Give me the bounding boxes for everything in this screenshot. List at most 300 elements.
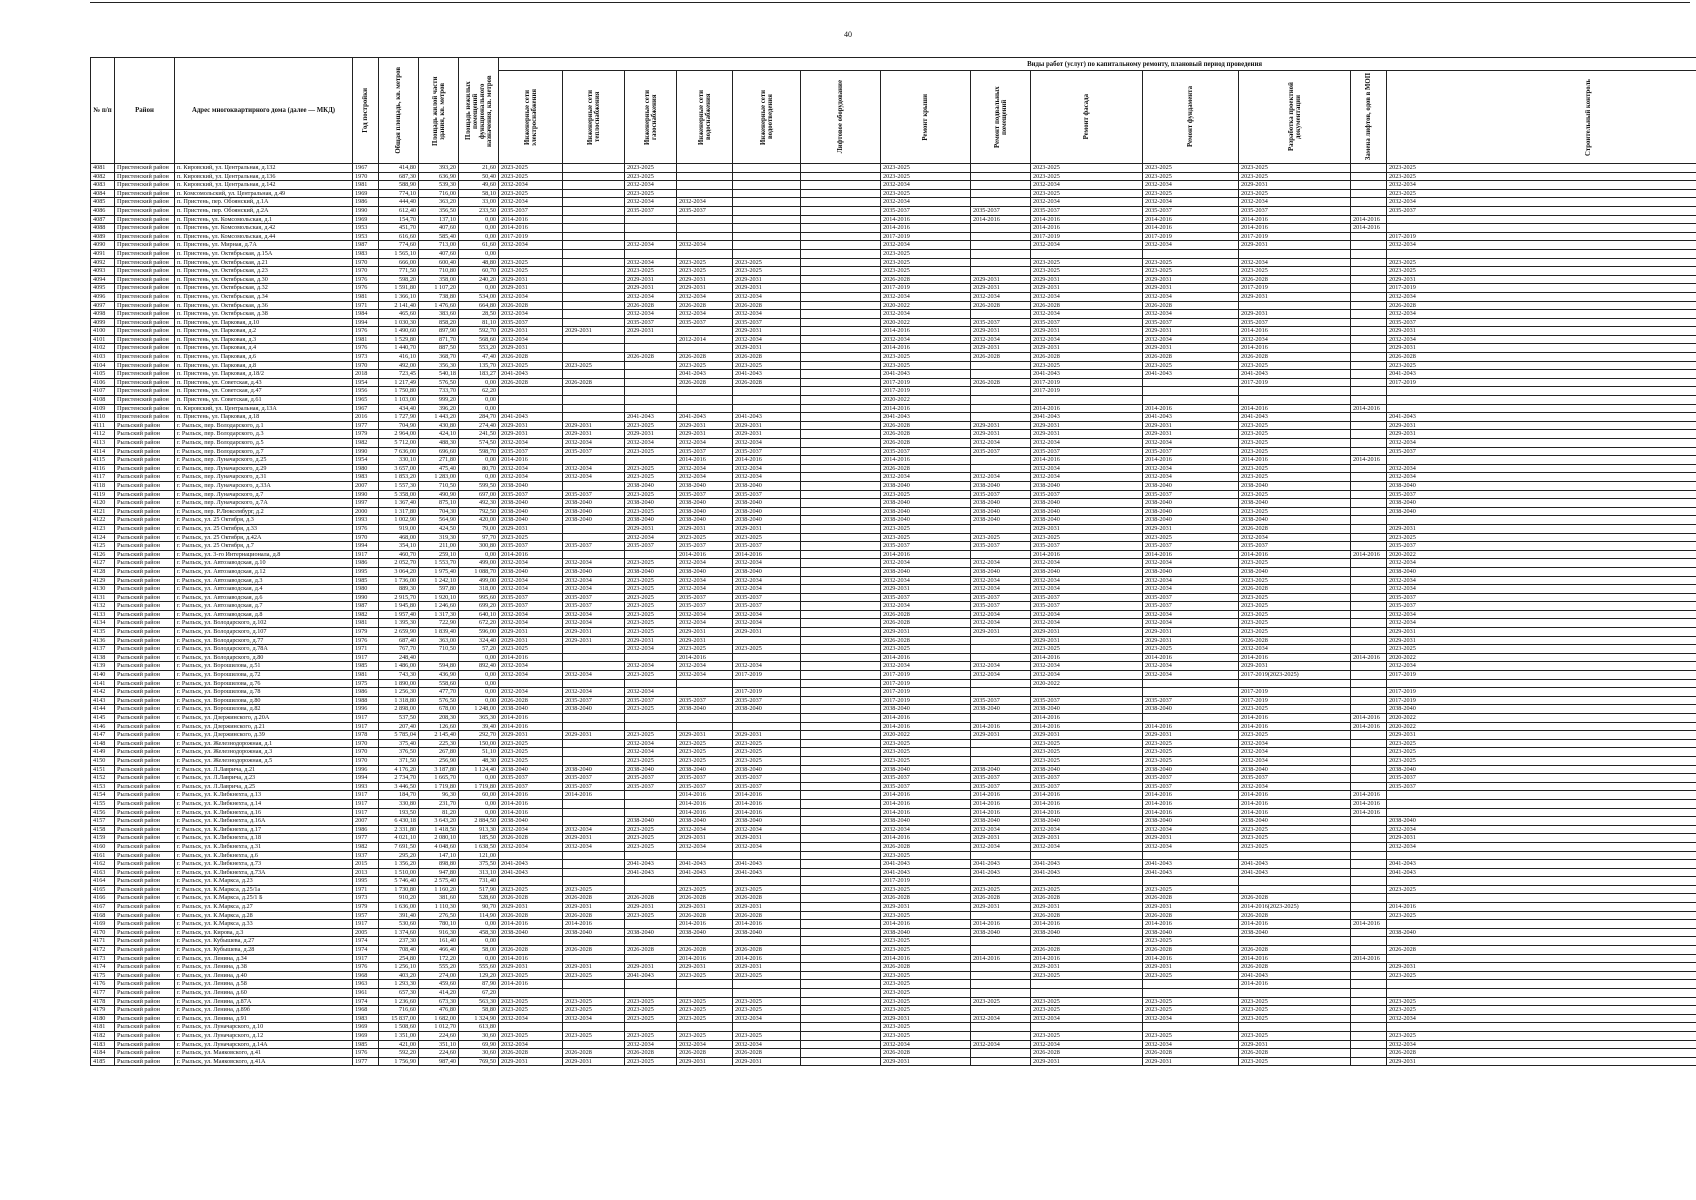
table-cell: 4168 (91, 911, 115, 920)
table-cell (971, 456, 1031, 465)
table-cell (1351, 258, 1387, 267)
table-cell: 444,40 (379, 198, 419, 207)
table-cell: 2032-2034 (971, 1040, 1031, 1049)
table-cell: 2035-2037 (499, 206, 563, 215)
table-cell: 713,00 (419, 241, 459, 250)
table-cell: 2038-2040 (1239, 516, 1351, 525)
table-cell: 2023-2025 (1387, 172, 1696, 181)
table-cell: 2041-2043 (625, 868, 677, 877)
table-cell: г. Рыльск, ул. Кубышева, д.28 (175, 946, 353, 955)
table-cell: 2032-2034 (563, 825, 625, 834)
table-cell: 2023-2025 (677, 748, 733, 757)
table-cell: 2038-2040 (625, 567, 677, 576)
table-cell: 2038-2040 (563, 507, 625, 516)
table-cell: 2017-2019 (881, 378, 971, 387)
table-cell: 460,70 (379, 550, 419, 559)
table-cell (971, 464, 1031, 473)
table-row (91, 636, 1696, 645)
table-cell: 2023-2025 (677, 971, 733, 980)
table-cell: 2026-2028 (881, 1049, 971, 1058)
table-cell: 2029-2031 (881, 1057, 971, 1066)
table-cell (1351, 301, 1387, 310)
table-cell: 2038-2040 (1387, 567, 1696, 576)
table-cell (1143, 688, 1239, 697)
table-cell: 987,40 (419, 1057, 459, 1066)
table-row (91, 284, 1696, 293)
table-cell (801, 997, 881, 1006)
table-row (91, 275, 1696, 284)
table-cell: 2035-2037 (881, 593, 971, 602)
table-cell: 4091 (91, 249, 115, 258)
table-cell: Рыльский район (115, 447, 175, 456)
table-cell: 2014-2016 (563, 920, 625, 929)
table-cell: 2029-2031 (1031, 963, 1143, 972)
table-row (91, 817, 1696, 826)
table-cell (563, 1023, 625, 1032)
table-cell: 1 356,20 (379, 860, 419, 869)
table-cell: 1 374,60 (379, 928, 419, 937)
table-cell: 2029-2031 (677, 834, 733, 843)
table-cell (733, 215, 801, 224)
table-cell (801, 490, 881, 499)
table-cell: 2038-2040 (733, 499, 801, 508)
table-cell: 919,00 (379, 524, 419, 533)
table-cell: 2014-2016 (971, 215, 1031, 224)
table-cell (1387, 249, 1696, 258)
table-cell: 2014-2016 (1031, 722, 1143, 731)
table-cell (677, 215, 733, 224)
table-cell: 2026-2028 (499, 946, 563, 955)
table-cell: 4101 (91, 335, 115, 344)
table-cell: 2029-2031 (1143, 524, 1239, 533)
table-cell: Рыльский район (115, 842, 175, 851)
table-cell: 451,70 (379, 224, 419, 233)
table-cell (971, 679, 1031, 688)
table-row (91, 851, 1696, 860)
table-cell: 1 317,80 (379, 507, 419, 516)
table-cell: 15 837,00 (379, 1014, 419, 1023)
table-cell: 2029-2031 (625, 284, 677, 293)
table-cell: 2026-2028 (1143, 301, 1239, 310)
table-cell: 2026-2028 (881, 636, 971, 645)
table-cell: 1 486,00 (379, 662, 419, 671)
table-cell: 2023-2025 (1239, 507, 1351, 516)
table-cell: 4137 (91, 645, 115, 654)
table-cell: 2032-2034 (1387, 292, 1696, 301)
table-cell (733, 189, 801, 198)
table-cell: 2023-2025 (1031, 739, 1143, 748)
table-cell (801, 653, 881, 662)
table-cell: 2017-2019(2023-2025) (1239, 671, 1351, 680)
table-cell (733, 164, 801, 173)
table-cell: 1 565,10 (379, 249, 419, 258)
table-cell: Пристенский район (115, 344, 175, 353)
table-row (91, 335, 1696, 344)
table-cell: 2026-2028 (499, 894, 563, 903)
table-cell: Рыльский район (115, 464, 175, 473)
table-cell: 2038-2040 (733, 705, 801, 714)
table-cell (1351, 739, 1387, 748)
table-row (91, 559, 1696, 568)
table-cell (801, 198, 881, 207)
table-cell: 4174 (91, 963, 115, 972)
table-cell: 2014-2016 (881, 714, 971, 723)
column-header-text: Инженерные сети водоотведения (759, 89, 774, 145)
table-cell: 2 052,70 (379, 559, 419, 568)
table-cell (499, 249, 563, 258)
table-cell: Рыльский район (115, 903, 175, 912)
table-cell: 2038-2040 (1387, 817, 1696, 826)
table-cell (1351, 636, 1387, 645)
table-row (91, 344, 1696, 353)
column-header-text: Разработка проектной документации (1287, 82, 1302, 152)
table-cell (801, 430, 881, 439)
table-cell: 2032-2034 (1143, 473, 1239, 482)
table-cell: 330,80 (379, 799, 419, 808)
table-cell (499, 1023, 563, 1032)
table-cell: 2029-2031 (563, 327, 625, 336)
table-cell: 1 443,20 (419, 413, 459, 422)
table-cell: 375,40 (379, 739, 419, 748)
table-cell: п. Пристень, ул. Парковая, д.8 (175, 361, 353, 370)
table-cell: 2026-2028 (881, 610, 971, 619)
table-cell (801, 224, 881, 233)
table-cell: 2035-2037 (971, 318, 1031, 327)
table-cell (563, 645, 625, 654)
column-header (1143, 71, 1239, 164)
table-cell: 2023-2025 (1031, 1031, 1143, 1040)
column-header (379, 58, 419, 164)
table-cell: 2032-2034 (677, 619, 733, 628)
table-cell: Рыльский район (115, 439, 175, 448)
table-cell: 2023-2025 (563, 361, 625, 370)
table-cell: 2032-2034 (881, 310, 971, 319)
table-cell: 913,30 (459, 825, 499, 834)
column-header-text: Инженерные сети водоснабжения (697, 89, 712, 145)
table-cell: 1981 (353, 335, 379, 344)
table-cell: 2017-2019 (1031, 387, 1143, 396)
table-cell: 2041-2043 (881, 868, 971, 877)
table-cell: 4104 (91, 361, 115, 370)
table-cell: г. Рыльск, ул. Дзержинского, д.20А (175, 714, 353, 723)
table-cell: Рыльский район (115, 1014, 175, 1023)
table-cell (563, 301, 625, 310)
table-cell: 2014-2016 (881, 791, 971, 800)
table-cell (1351, 946, 1387, 955)
table-cell: 2029-2031 (971, 344, 1031, 353)
table-row (91, 774, 1696, 783)
table-cell (801, 559, 881, 568)
table-cell: 2023-2025 (677, 361, 733, 370)
table-cell: 774,60 (379, 241, 419, 250)
table-cell: 2032-2034 (499, 610, 563, 619)
table-body (91, 164, 1696, 1066)
table-cell: 2017-2019 (1239, 232, 1351, 241)
table-cell (801, 215, 881, 224)
table-cell: 2032-2034 (971, 576, 1031, 585)
table-cell: 58,80 (459, 1006, 499, 1015)
table-cell: 2035-2037 (1387, 318, 1696, 327)
table-cell: 2032-2034 (1143, 1040, 1239, 1049)
table-cell: Пристенский район (115, 164, 175, 173)
table-cell: 2032-2034 (499, 439, 563, 448)
table-cell: 2032-2034 (733, 576, 801, 585)
table-cell: 2023-2025 (625, 842, 677, 851)
table-cell: 2023-2025 (1031, 997, 1143, 1006)
table-cell: Пристенский район (115, 189, 175, 198)
table-cell: п. Пристень, ул. Октябрьская, д.36 (175, 301, 353, 310)
table-cell (971, 963, 1031, 972)
table-cell: 2014-2016 (1239, 954, 1351, 963)
table-cell (625, 791, 677, 800)
table-cell: 2038-2040 (499, 507, 563, 516)
table-cell: 2032-2034 (1387, 241, 1696, 250)
table-cell: Рыльский район (115, 799, 175, 808)
table-cell: г. Рыльск, ул. Автозаводская, д.8 (175, 610, 353, 619)
table-cell: 4097 (91, 301, 115, 310)
work-types-group-header: Виды работ (услуг) по капитальному ремонту, плановый период проведения (499, 58, 1696, 71)
table-cell: 2023-2025 (1031, 189, 1143, 198)
table-cell: Рыльский район (115, 481, 175, 490)
table-cell (1351, 911, 1387, 920)
table-cell: 2023-2025 (881, 172, 971, 181)
table-cell: 2023-2025 (971, 533, 1031, 542)
table-cell: 1981 (353, 292, 379, 301)
table-cell (1239, 851, 1351, 860)
table-cell: 4150 (91, 756, 115, 765)
table-cell: 2032-2034 (499, 292, 563, 301)
table-cell: 1 529,80 (379, 335, 419, 344)
table-cell: 1980 (353, 464, 379, 473)
table-cell: 2017-2019 (881, 284, 971, 293)
table-cell (1351, 679, 1387, 688)
table-cell: 2032-2034 (625, 739, 677, 748)
table-cell (801, 335, 881, 344)
table-cell: 2032-2034 (971, 610, 1031, 619)
table-cell (1387, 224, 1696, 233)
table-cell: 2038-2040 (1239, 928, 1351, 937)
table-cell: 2038-2040 (733, 928, 801, 937)
table-cell: 2035-2037 (625, 542, 677, 551)
table-cell: г. Рыльск, ул. Ворошилова, д.80 (175, 696, 353, 705)
table-cell: 2035-2037 (499, 782, 563, 791)
table-cell: п. Пристень, ул. Парковая, д.4 (175, 344, 353, 353)
table-cell: 2023-2025 (881, 533, 971, 542)
table-cell: 1 324,90 (459, 1014, 499, 1023)
table-cell: 2032-2034 (1031, 559, 1143, 568)
table-cell: 2026-2028 (1239, 353, 1351, 362)
table-cell (733, 937, 801, 946)
table-cell: 716,00 (419, 189, 459, 198)
table-cell: г. Рыльск, ул. Ленина, д.38 (175, 963, 353, 972)
table-cell: 2014-2016 (1239, 791, 1351, 800)
table-cell (1387, 980, 1696, 989)
table-cell (625, 396, 677, 405)
table-cell (1351, 619, 1387, 628)
table-cell: 2023-2025 (625, 731, 677, 740)
table-cell: 2029-2031 (625, 327, 677, 336)
table-cell: 2023-2025 (625, 490, 677, 499)
table-cell: 2014-2016 (1239, 327, 1351, 336)
table-cell (801, 791, 881, 800)
table-cell: 375,50 (459, 860, 499, 869)
table-cell: 1971 (353, 645, 379, 654)
table-cell: 2029-2031 (971, 275, 1031, 284)
table-cell: 2014-2016 (881, 920, 971, 929)
table-row (91, 748, 1696, 757)
table-cell: 2032-2034 (881, 198, 971, 207)
table-cell: 2035-2037 (1031, 447, 1143, 456)
table-cell (1351, 997, 1387, 1006)
table-cell: Рыльский район (115, 954, 175, 963)
table-cell: 2032-2034 (677, 1040, 733, 1049)
table-cell: г. Рыльск, ул. К.Маркса, д.25/1 Б (175, 894, 353, 903)
table-cell: 2035-2037 (1143, 447, 1239, 456)
table-cell: г. Рыльск, ул. Ленина, д.60 (175, 989, 353, 998)
table-cell: 2014-2016 (499, 799, 563, 808)
table-cell (1351, 765, 1387, 774)
table-cell: 4136 (91, 636, 115, 645)
table-cell: 4166 (91, 894, 115, 903)
table-cell: 4107 (91, 387, 115, 396)
table-cell: 274,00 (419, 971, 459, 980)
table-cell (801, 533, 881, 542)
table-cell (1143, 980, 1239, 989)
table-cell: 2038-2040 (1143, 507, 1239, 516)
table-cell: 2038-2040 (971, 481, 1031, 490)
table-cell: 4117 (91, 473, 115, 482)
table-cell: 4109 (91, 404, 115, 413)
table-cell: 2038-2040 (1143, 516, 1239, 525)
table-cell: 2038-2040 (1031, 765, 1143, 774)
table-cell: 458,30 (459, 928, 499, 937)
table-cell: Рыльский район (115, 610, 175, 619)
table-cell (563, 868, 625, 877)
table-cell: 2026-2028 (971, 353, 1031, 362)
table-cell (801, 241, 881, 250)
table-cell: 530,60 (379, 920, 419, 929)
table-cell: 1 242,10 (419, 576, 459, 585)
table-cell (563, 396, 625, 405)
table-row (91, 327, 1696, 336)
table-cell: 2032-2034 (1143, 1014, 1239, 1023)
table-cell: 2023-2025 (1143, 1006, 1239, 1015)
table-cell: 2032-2034 (733, 310, 801, 319)
table-cell (801, 894, 881, 903)
table-cell: 2014-2016 (1387, 903, 1696, 912)
table-cell: 2029-2031 (1143, 903, 1239, 912)
table-cell: 2026-2028 (1143, 894, 1239, 903)
table-cell: 2023-2025 (1239, 189, 1351, 198)
table-cell (1351, 1006, 1387, 1015)
table-cell: 2026-2028 (1239, 585, 1351, 594)
table-cell: 2026-2028 (881, 464, 971, 473)
table-cell: г. Рыльск, ул. К.Маркса, д.23 (175, 877, 353, 886)
table-cell: 696,60 (419, 447, 459, 456)
table-cell: 2032-2034 (677, 464, 733, 473)
table-cell: 0,00 (459, 688, 499, 697)
table-cell: 1 317,30 (419, 610, 459, 619)
table-row (91, 937, 1696, 946)
table-cell: 2032-2034 (625, 198, 677, 207)
table-cell: 1982 (353, 842, 379, 851)
table-cell (1351, 1023, 1387, 1032)
table-cell (625, 851, 677, 860)
table-cell (801, 756, 881, 765)
table-cell: 2023-2025 (499, 258, 563, 267)
table-cell: 2029-2031 (677, 1057, 733, 1066)
table-cell: 0,00 (459, 920, 499, 929)
table-cell: 2017-2019 (881, 696, 971, 705)
table-cell (1351, 370, 1387, 379)
table-cell: 2032-2034 (1387, 335, 1696, 344)
table-cell: 2038-2040 (881, 928, 971, 937)
table-row (91, 576, 1696, 585)
table-row (91, 172, 1696, 181)
table-cell (563, 404, 625, 413)
table-cell: 2029-2031 (733, 430, 801, 439)
table-cell (677, 344, 733, 353)
table-cell: 2029-2031 (1387, 636, 1696, 645)
table-cell: 2029-2031 (1387, 834, 1696, 843)
table-cell: 2017-2019 (1387, 378, 1696, 387)
table-cell: п. Пристень, ул. Комсомольская, д.44 (175, 232, 353, 241)
table-cell: 276,50 (419, 911, 459, 920)
table-cell: 1970 (353, 739, 379, 748)
table-cell: 0,00 (459, 232, 499, 241)
table-cell: 2029-2031 (499, 963, 563, 972)
table-cell (801, 189, 881, 198)
table-cell: 1971 (353, 885, 379, 894)
table-cell: 576,50 (419, 696, 459, 705)
table-cell: 2029-2031 (881, 903, 971, 912)
table-cell: 1981 (353, 671, 379, 680)
table-cell: 2041-2043 (1143, 860, 1239, 869)
table-cell: 0,00 (459, 224, 499, 233)
table-cell: 2035-2037 (1387, 782, 1696, 791)
table-row (91, 679, 1696, 688)
table-cell: 2015 (353, 860, 379, 869)
table-cell: 2038-2040 (625, 516, 677, 525)
table-cell: 2014-2016 (677, 653, 733, 662)
table-cell: 2032-2034 (971, 439, 1031, 448)
table-row (91, 593, 1696, 602)
table-cell (1239, 989, 1351, 998)
table-cell (563, 980, 625, 989)
table-cell: 2017-2019 (1387, 671, 1696, 680)
table-cell: 2032-2034 (1143, 662, 1239, 671)
table-cell: Пристенский район (115, 335, 175, 344)
table-cell: 4100 (91, 327, 115, 336)
table-row (91, 181, 1696, 190)
table-cell: 2014-2016 (1031, 653, 1143, 662)
table-cell: 4089 (91, 232, 115, 241)
table-cell (563, 318, 625, 327)
table-cell: 687,40 (379, 636, 419, 645)
table-row (91, 258, 1696, 267)
table-cell: 616,60 (379, 232, 419, 241)
table-cell: 2023-2025 (625, 585, 677, 594)
table-cell: 2023-2025 (881, 645, 971, 654)
table-cell: 2023-2025 (1239, 1014, 1351, 1023)
table-cell: Пристенский район (115, 370, 175, 379)
table-cell: г. Рыльск, ул. Автозаводская, д.4 (175, 585, 353, 594)
column-header (971, 71, 1031, 164)
table-row (91, 782, 1696, 791)
table-cell (1351, 696, 1387, 705)
table-cell: 2035-2037 (733, 602, 801, 611)
table-cell: 2035-2037 (1031, 602, 1143, 611)
